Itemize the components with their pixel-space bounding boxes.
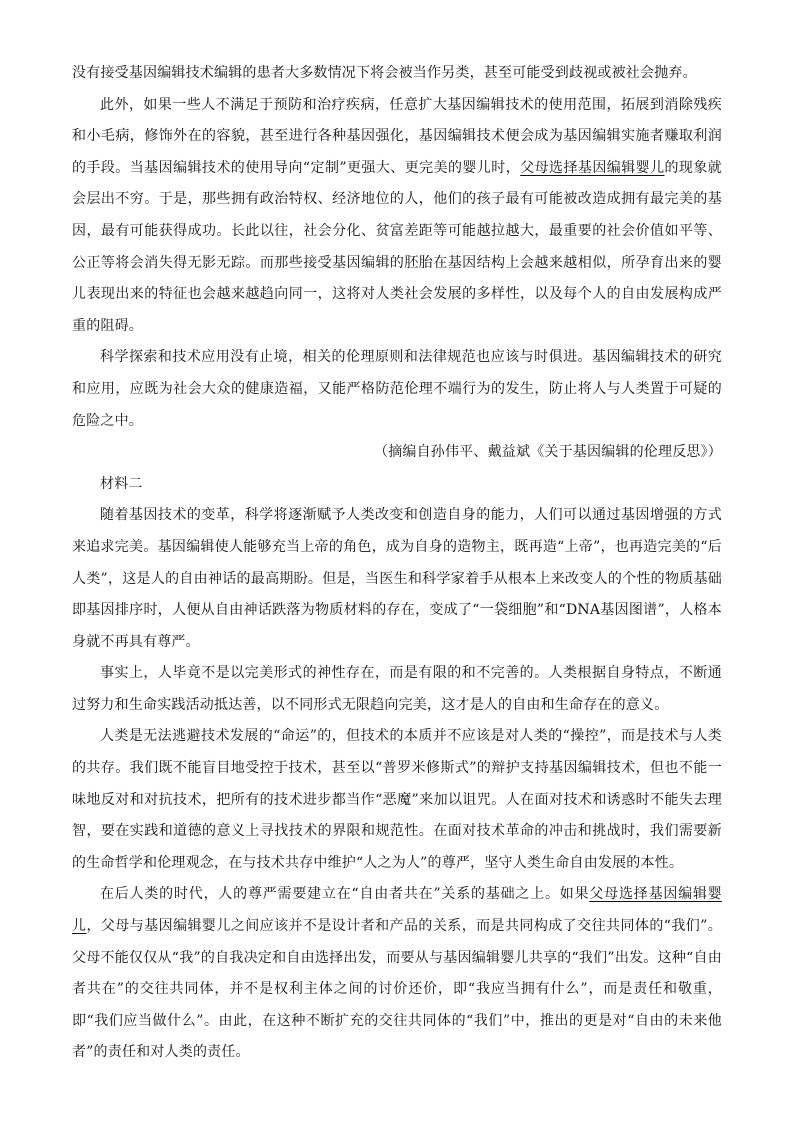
paragraph-posthuman-dignity [72,879,722,1069]
paragraph-technology-coexistence [72,721,722,879]
paragraph-gene-technology-change [72,500,722,658]
section-heading-material-two [72,469,722,501]
paragraph-gene-editing-abuse [72,90,722,343]
underlined-phrase: 父母选择基因编辑婴儿 [72,886,722,935]
text-segment: 的现象就会层出不穷。于是，那些拥有政治特权、经济地位的人，他们的孩子最有可能被改造成拥有最完美的基因，最有可能获得成功。长此以往，社会分化、贫富差距等可能越拉越大，最重要的社会价值如平等、公正等将会消失得无影无踪。而那些接受基因编辑的胚胎在基因结构上会越来越相似，所孕育出来的婴儿表现出来的特征也会越来越趋向同一，这将对人类社会发展的多样性，以及每个人的自由发展构成严重的阻碍。 [72,159,722,334]
paragraph-ethics-regulation [72,342,722,437]
text-segment: （摘编自孙伟平、戴益斌《关于基因编辑的伦理反思》） [374,444,722,461]
source-citation [72,437,722,469]
text-segment: 人类是无法逃避技术发展的“命运”的，但技术的本质并不应该是对人类的“操控”，而是技术与人类的共存。我们既不能盲目地受控于技术，甚至以“普罗米修斯式”的辩护支持基因编辑技术，但也不能一味地反对和对抗技术，把所有的技术进步都当作“恶魔”来加以诅咒。人在面对技术和诱惑时不能失去理智，要在实践和道德的意义上寻找技术的界限和规范性。在面对技术革命的冲击和挑战时，我们需要新的生命哲学和伦理观念，在与技术共存中维护“人之为人”的尊严，坚守人类生命自由发展的本性。 [72,728,722,871]
text-segment: 在后人类的时代，人的尊严需要建立在“自由者共在”关系的基础之上。如果 [100,886,590,903]
paragraph-human-imperfection [72,658,722,721]
text-segment: 没有接受基因编辑技术编辑的患者大多数情况下将会被当作另类，甚至可能受到歧视或被社会抛弃。 [72,65,697,81]
text-segment: 材料二 [100,475,143,492]
paragraph-continuation [72,58,722,90]
underlined-phrase: 父母选择基因编辑婴儿 [520,159,665,176]
text-segment: ，父母与基因编辑婴儿之间应该并不是设计者和产品的关系，而是共同构成了交往共同体的“我们”。父母不能仅仅从“我”的自我决定和自由选择出发，而要从与基因编辑婴儿共享的“我们”出发。这种“自由者共在”的交往共同体，并不是权利主体之间的讨价还价，即“我应当拥有什么”，而是责任和敬重，即“我们应当做什么”。由此，在这种不断扩充的交往共同体的“我们”中，推出的更是对“自由的未来他者”的责任和对人类的责任。 [72,918,723,1061]
text-segment: 事实上，人毕竟不是以完美形式的神性存在，而是有限的和不完善的。人类根据自身特点，不断通过努力和生命实践活动抵达善，以不同形式无限趋向完美，这才是人的自由和生命存在的意义。 [72,665,722,713]
text-segment: 科学探索和技术应用没有止境，相关的伦理原则和法律规范也应该与时俱进。基因编辑技术的研究和应用，应既为社会大众的健康造福，又能严格防范伦理不端行为的发生，防止将人与人类置于可疑的危险之中。 [72,349,722,429]
text-segment: 此外，如果一些人不满足于预防和治疗疾病，任意扩大基因编辑技术的使用范围，拓展到消除残疾和小毛病，修饰外在的容貌，甚至进行各种基因强化，基因编辑技术便会成为基因编辑实施者赚取利润的手段。当基因编辑技术的使用导向“定制”更强大、更完美的婴儿时， [72,96,722,176]
text-segment: 随着基因技术的变革，科学将逐渐赋予人类改变和创造自身的能力，人们可以通过基因增强的方式来追求完美。基因编辑使人能够充当上帝的角色，成为自身的造物主，既再造“上帝”，也再造完美的“后人类”，这是人的自由神话的最高期盼。但是，当医生和科学家着手从根本上来改变人的个性的物质基础即基因排序时，人便从自由神话跌落为物质材料的存在，变成了“一袋细胞”和“DNA基因图谱”，人格本身就不再具有尊严。 [72,507,722,650]
document-page [72,58,722,1069]
